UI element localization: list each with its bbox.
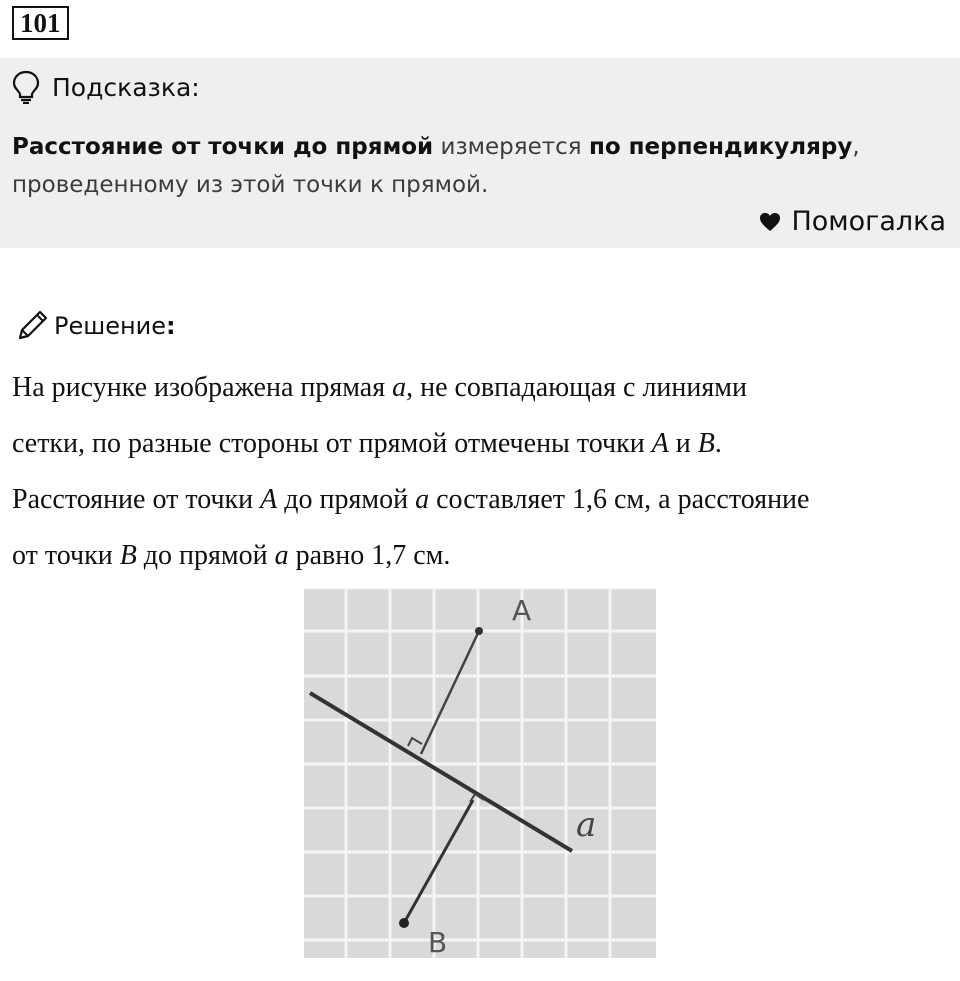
var-B: B — [119, 540, 137, 571]
label-B: B — [428, 926, 448, 958]
solution-title-label: Решение — [54, 312, 167, 340]
pencil-icon — [14, 308, 50, 344]
task-number: 101 — [12, 6, 69, 40]
var-A: A — [260, 484, 278, 515]
point-A — [475, 627, 483, 635]
solution-line-3: Расстояние от точки A до прямой a составляет 1,6 см, а расстояние — [12, 484, 810, 515]
hint-bold-1: Расстояние от точки до прямой — [12, 134, 434, 160]
var-B: B — [697, 428, 715, 459]
solution-line-4: от точки B до прямой a равно 1,7 см. — [12, 540, 451, 571]
brand — [759, 206, 946, 237]
lightbulb-icon — [12, 70, 40, 104]
solution-title-colon: : — [166, 312, 176, 340]
brand-label: Помогалка — [791, 206, 946, 237]
label-A: A — [512, 594, 532, 627]
solution-title — [14, 308, 176, 344]
var-A: A — [651, 428, 669, 459]
point-B — [399, 918, 409, 928]
solution-text — [12, 360, 952, 584]
hint-light-2: , — [852, 134, 860, 160]
hint-bold-2: по перпендикуляру — [588, 134, 853, 160]
var-a: a — [415, 484, 430, 515]
hint-title — [12, 70, 200, 104]
figure-photo — [304, 588, 656, 958]
solution-line-2: сетки, по разные стороны от прямой отмечены точки A и B. — [12, 428, 722, 459]
hint-title-label: Подсказка: — [52, 72, 200, 102]
hint-light-1: измеряется — [433, 134, 589, 160]
hint-line-2: проведенному из этой точки к прямой. — [12, 172, 489, 198]
var-a: a — [274, 540, 289, 571]
solution-line-1: На рисунке изображена прямая a, не совпадающая с линиями — [12, 372, 747, 403]
var-a: a — [392, 372, 407, 403]
heart-icon — [759, 212, 781, 232]
hint-text — [12, 128, 942, 204]
label-a: a — [576, 805, 597, 845]
figure-drawing — [304, 588, 656, 958]
